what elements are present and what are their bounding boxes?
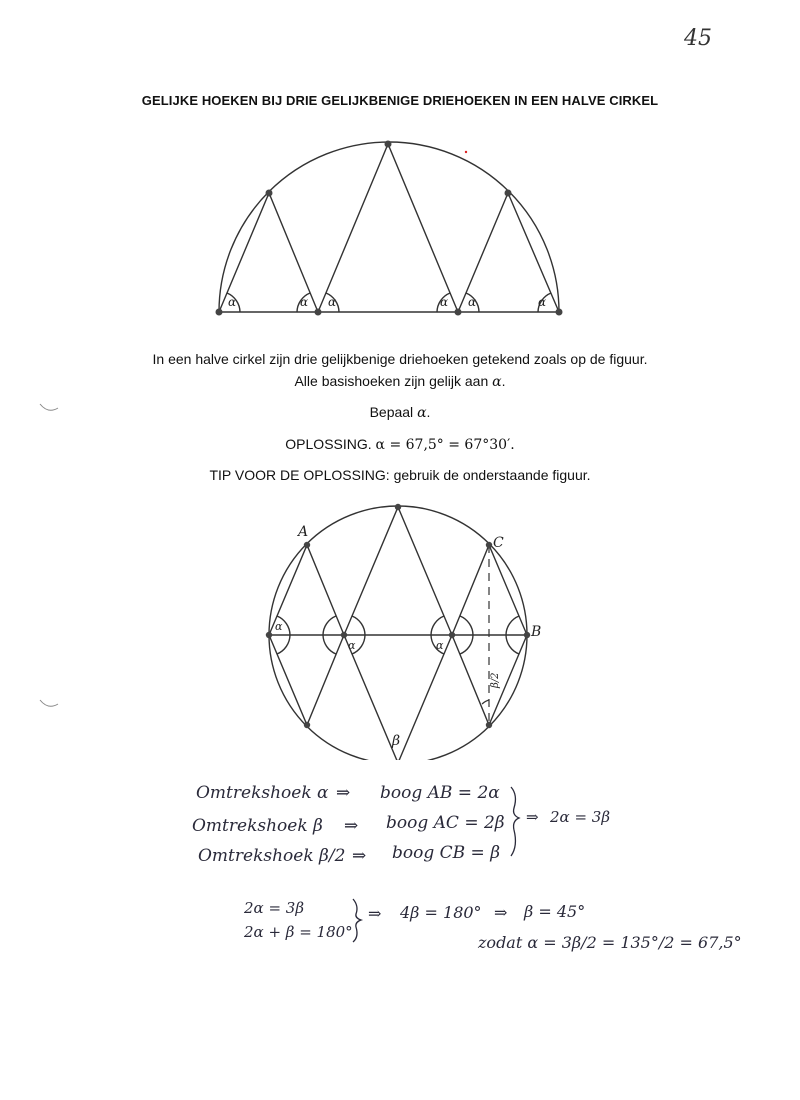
point [455, 309, 462, 316]
point [266, 190, 273, 197]
angle-arc [460, 616, 473, 635]
semicircle-arc [219, 142, 559, 312]
angle-arc [506, 616, 519, 635]
point-C [486, 542, 492, 548]
angle-label: α [228, 295, 237, 309]
angle-label: α [440, 295, 449, 309]
point [341, 632, 347, 638]
angle-arc [277, 635, 290, 654]
angle-label: α [328, 295, 337, 309]
hw-row1-left: Omtrekshoek α [196, 783, 329, 803]
angle-arc [431, 616, 444, 635]
half-beta-arc [482, 700, 489, 704]
binder-mark [38, 694, 60, 716]
angle-arc [323, 635, 336, 654]
hw-result1: 4β = 180° [400, 903, 482, 922]
label-B: B [531, 624, 542, 640]
point [266, 632, 272, 638]
point [315, 309, 322, 316]
point [556, 309, 563, 316]
red-mark [465, 151, 467, 153]
angle-label: α [468, 295, 477, 309]
hw-arrow: ⇒ [336, 783, 351, 803]
point [216, 309, 223, 316]
point [449, 632, 455, 638]
hw-arrow: ⇒ [352, 846, 367, 866]
hw-system-eq1: 2α = 3β [244, 899, 304, 917]
angle-alpha-label: α [348, 639, 356, 652]
angle-arc [352, 616, 365, 635]
hw-conclusion: 2α = 3β [550, 808, 610, 826]
semicircle-figure [0, 0, 800, 330]
point [524, 632, 530, 638]
hw-system-brace [353, 899, 361, 942]
half-beta-label: β/2 [490, 672, 501, 688]
problem-line-2: Alle basishoeken zijn gelijk aan α. [294, 373, 506, 390]
hw-arrow: ⇒ [368, 904, 382, 923]
hw-system-eq2: 2α + β = 180° [244, 923, 353, 941]
hw-result2: β = 45° [524, 902, 586, 921]
hw-row1-right: boog AB = 2α [380, 783, 500, 803]
hw-row2-right: boog AC = 2β [386, 813, 505, 833]
point [395, 504, 401, 510]
label-A: A [298, 524, 309, 540]
hw-row3-left: Omtrekshoek β/2 [198, 846, 346, 866]
page-title: GELIJKE HOEKEN BIJ DRIE GELIJKBENIGE DRIEHOEKEN IN EEN HALVE CIRKEL [141, 93, 659, 108]
angle-arc [323, 616, 336, 635]
upper-middle-triangle [344, 507, 452, 635]
hw-brace [511, 787, 519, 856]
binder-mark [38, 398, 60, 420]
hw-row2-left: Omtrekshoek β [192, 816, 323, 836]
angle-label: α [538, 295, 547, 309]
point [385, 141, 392, 148]
angle-arc [506, 635, 519, 654]
label-C: C [493, 535, 504, 551]
hw-arrow: ⇒ [494, 903, 508, 922]
solution-line: OPLOSSING. α = 67,5° = 67°30′. [285, 436, 515, 453]
angle-alpha-label: α [436, 639, 444, 652]
hw-arrow: ⇒ [344, 816, 359, 836]
page-number: 45 [684, 26, 712, 51]
problem-line-1: In een halve cirkel zijn drie gelijkbenige driehoeken getekend zoals op de figuur. [152, 351, 648, 367]
hw-row3-right: boog CB = β [392, 843, 501, 863]
lower-left-triangle [269, 635, 344, 725]
problem-question: Bepaal α. [369, 404, 431, 421]
point [486, 722, 492, 728]
hw-final: zodat α = 3β/2 = 135°/2 = 67,5° [478, 933, 742, 952]
angle-alpha-label: α [275, 620, 283, 633]
point [304, 722, 310, 728]
middle-triangle [318, 144, 458, 312]
point-A [304, 542, 310, 548]
handwritten-derivation [0, 770, 800, 980]
label-beta: β [392, 733, 401, 749]
tip-line: TIP VOOR DE OPLOSSING: gebruik de onderstaande figuur. [209, 467, 591, 483]
circle-figure [0, 490, 800, 760]
angle-label: α [300, 295, 309, 309]
point [505, 190, 512, 197]
hw-arrow: ⇒ [526, 808, 539, 826]
angle-arc [460, 635, 473, 654]
